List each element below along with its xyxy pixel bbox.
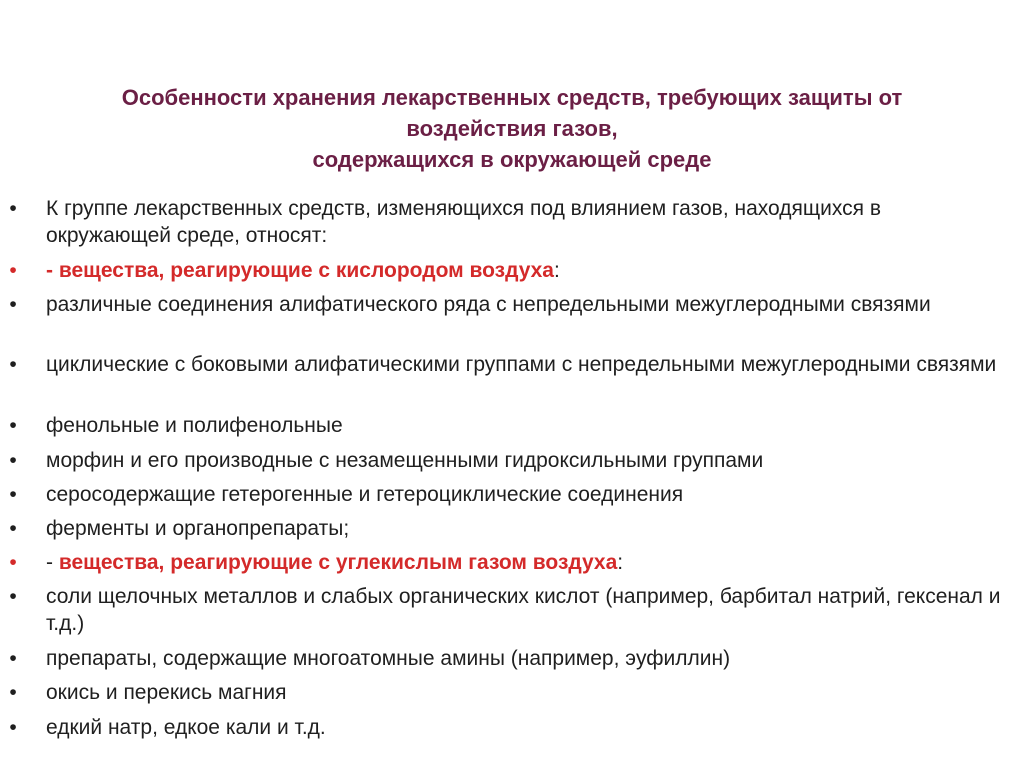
bullet-text: различные соединения алифатического ряда с непредельными межуглеродными связями — [46, 293, 931, 316]
title-line-2: воздействия газов, — [406, 116, 618, 141]
bullet-dot-icon: • — [9, 716, 17, 739]
bullet-dot-icon: • — [9, 551, 17, 574]
bullet-dot-icon: • — [9, 483, 17, 506]
bullet-text: морфин и его производные с незамещенными гидроксильными группами — [46, 449, 764, 472]
bullet-lead: - — [46, 551, 59, 574]
bullet-tail: : — [617, 551, 624, 574]
bullet-text — [46, 257, 1006, 284]
title-line-1: Особенности хранения лекарственных средств, требующих защиты от — [121, 85, 903, 110]
bullet-text: К группе лекарственных средств, изменяющихся под влиянием газов, находящихся в окружающей среде, относят: — [46, 197, 882, 247]
bullet-text: ферменты и органопрепараты; — [46, 517, 350, 540]
bullet-highlight: - вещества, реагирующие с кислородом воздуха — [46, 259, 554, 282]
bullet-dot-icon: • — [9, 414, 17, 437]
bullet-dot-icon: • — [9, 259, 17, 282]
bullet-text: серосодержащие гетерогенные и гетероциклические соединения — [46, 483, 684, 506]
bullet-tail: : — [554, 259, 560, 282]
bullet-text: препараты, содержащие многоатомные амины (например, эуфиллин) — [46, 647, 731, 670]
bullet-dot-icon: • — [9, 293, 17, 316]
bullet-text: едкий натр, едкое кали и т.д. — [46, 716, 326, 739]
bullet-text: фенольные и полифенольные — [46, 414, 343, 437]
bullet-dot-icon: • — [9, 517, 17, 540]
bullet-highlight: вещества, реагирующие с углекислым газом воздуха — [58, 551, 618, 574]
bullet-text — [46, 549, 1006, 576]
bullet-dot-icon: • — [9, 681, 17, 704]
bullet-dot-icon: • — [9, 585, 17, 608]
bullet-text: окись и перекись магния — [46, 681, 287, 704]
bullet-dot-icon: • — [9, 647, 17, 670]
bullet-text: циклические с боковыми алифатическими группами с непредельными межуглеродными связями — [46, 353, 997, 376]
bullet-text: соли щелочных металлов и слабых органических кислот (например, барбитал натрий, гексенал и т.д.) — [46, 585, 1001, 635]
slide-title — [30, 82, 994, 175]
bullet-dot-icon: • — [9, 353, 17, 376]
title-line-3: содержащихся в окружающей среде — [312, 147, 712, 172]
bullet-dot-icon: • — [9, 449, 17, 472]
bullet-dot-icon: • — [9, 197, 17, 220]
